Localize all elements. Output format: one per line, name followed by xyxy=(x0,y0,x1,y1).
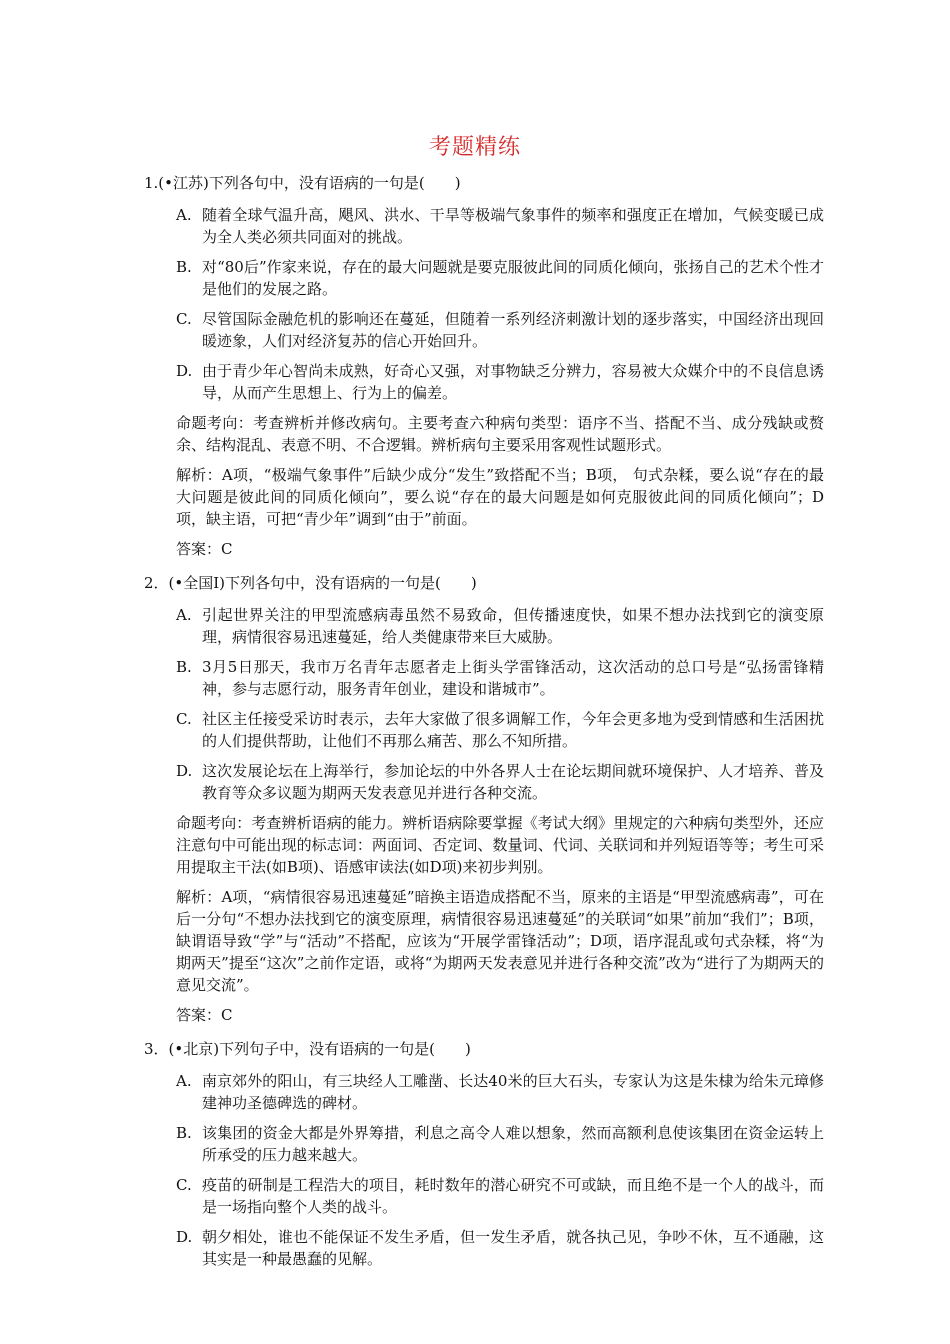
option-text: 社区主任接受采访时表示，去年大家做了很多调解工作，今年会更多地为受到情感和生活困扰的人们提供帮助，让他们不再那么痛苦、那么不知所措。 xyxy=(202,710,824,750)
option-letter: D. xyxy=(176,762,193,780)
question-3 xyxy=(144,1038,824,1270)
option-letter: A. xyxy=(176,1072,192,1090)
question-answer: 答案：C xyxy=(176,1006,233,1024)
question-intent: 命题考向：考查辨析语病的能力。辨析语病除要掌握《考试大纲》里规定的六种病句类型外，还应注意句中可能出现的标志词：两面词、否定词、数量词、代词、关联词和并列短语等等；考生可采用提取主干法(如B项)、语感审读法(如D项)来初步判别。 xyxy=(176,814,824,876)
option-letter: A. xyxy=(176,606,192,624)
option-text: 该集团的资金大都是外界筹措，利息之高令人难以想象，然而高额利息使该集团在资金运转上所承受的压力越来越大。 xyxy=(202,1124,824,1164)
option-d xyxy=(176,360,824,404)
option-text: 疫苗的研制是工程浩大的项目，耗时数年的潜心研究不可或缺，而且绝不是一个人的战斗，而是一场指向整个人类的战斗。 xyxy=(202,1176,824,1216)
option-text: 对“80后”作家来说，存在的最大问题就是要克服彼此间的同质化倾向，张扬自己的艺术个性才是他们的发展之路。 xyxy=(202,258,824,298)
option-text: 朝夕相处，谁也不能保证不发生矛盾，但一发生矛盾，就各执己见，争吵不休，互不通融，这其实是一种最愚蠢的见解。 xyxy=(202,1228,824,1268)
option-b xyxy=(176,656,824,700)
option-text: 南京郊外的阳山，有三块经人工雕凿、长达40米的巨大石头，专家认为这是朱棣为给朱元璋修建神功圣德碑选的碑材。 xyxy=(202,1072,824,1112)
question-body xyxy=(176,604,824,1026)
option-c xyxy=(176,308,824,352)
option-c xyxy=(176,708,824,752)
question-body xyxy=(176,204,824,560)
option-text: 尽管国际金融危机的影响还在蔓延，但随着一系列经济刺激计划的逐步落实，中国经济出现回暖迹象，人们对经济复苏的信心开始回升。 xyxy=(202,310,824,350)
question-1 xyxy=(144,172,824,560)
page-title: 考题精练 xyxy=(428,135,521,160)
question-2 xyxy=(144,572,824,1026)
option-a xyxy=(176,1070,824,1114)
option-letter: B. xyxy=(176,1124,192,1142)
option-text: 由于青少年心智尚未成熟，好奇心又强，对事物缺乏分辨力，容易被大众媒介中的不良信息诱导，从而产生思想上、行为上的偏差。 xyxy=(202,362,824,402)
option-letter: D. xyxy=(176,1228,193,1246)
option-d xyxy=(176,760,824,804)
option-a xyxy=(176,604,824,648)
question-stem: 3．(•北京)下列句子中，没有语病的一句是( ) xyxy=(144,1040,471,1058)
question-stem: 2．(•全国Ⅰ)下列各句中，没有语病的一句是( ) xyxy=(144,574,477,592)
option-letter: B. xyxy=(176,658,192,676)
option-text: 3月5日那天，我市万名青年志愿者走上街头学雷锋活动，这次活动的总口号是“弘扬雷锋精神，参与志愿行动，服务青年创业，建设和谐城市”。 xyxy=(202,658,824,698)
option-letter: C. xyxy=(176,310,192,328)
question-analysis: 解析：A项，“极端气象事件”后缺少成分“发生”致搭配不当；B项， 句式杂糅，要么说“存在的最大问题是彼此间的同质化倾向”，要么说“存在的最大问题是如何克服彼此间的同质化倾向”；D项，缺主语，可把“青少年”调到“由于”前面。 xyxy=(176,466,824,528)
option-d xyxy=(176,1226,824,1270)
question-intent: 命题考向：考查辨析并修改病句。主要考查六种病句类型：语序不当、搭配不当、成分残缺或赘余、结构混乱、表意不明、不合逻辑。辨析病句主要采用客观性试题形式。 xyxy=(176,414,824,454)
question-body xyxy=(176,1070,824,1270)
option-text: 引起世界关注的甲型流感病毒虽然不易致命，但传播速度快，如果不想办法找到它的演变原理，病情很容易迅速蔓延，给人类健康带来巨大威胁。 xyxy=(202,606,824,646)
option-letter: C. xyxy=(176,1176,192,1194)
question-analysis: 解析：A项，“病情很容易迅速蔓延”暗换主语造成搭配不当，原来的主语是“甲型流感病毒”，可在后一分句“不想办法找到它的演变原理，病情很容易迅速蔓延”的关联词“如果”前加“我们”；B项，缺谓语导致“学”与“活动”不搭配，应该为“开展学雷锋活动”；D项，语序混乱或句式杂糅，将“为期两天”提至“这次”之前作定语，或将“为期两天发表意见并进行各种交流”改为“进行了为期两天的意见交流”。 xyxy=(176,888,824,994)
option-text: 这次发展论坛在上海举行，参加论坛的中外各界人士在论坛期间就环境保护、人才培养、普及教育等众多议题为期两天发表意见并进行各种交流。 xyxy=(202,762,824,802)
option-b xyxy=(176,1122,824,1166)
question-stem: 1.(•江苏)下列各句中，没有语病的一句是( ) xyxy=(144,174,461,192)
option-a xyxy=(176,204,824,248)
option-letter: B. xyxy=(176,258,192,276)
option-b xyxy=(176,256,824,300)
option-letter: C. xyxy=(176,710,192,728)
question-answer: 答案：C xyxy=(176,540,233,558)
option-text: 随着全球气温升高，飓风、洪水、干旱等极端气象事件的频率和强度正在增加，气候变暖已成为全人类必须共同面对的挑战。 xyxy=(202,206,824,246)
option-letter: D. xyxy=(176,362,193,380)
option-c xyxy=(176,1174,824,1218)
document-content xyxy=(144,172,824,1278)
option-letter: A. xyxy=(176,206,192,224)
